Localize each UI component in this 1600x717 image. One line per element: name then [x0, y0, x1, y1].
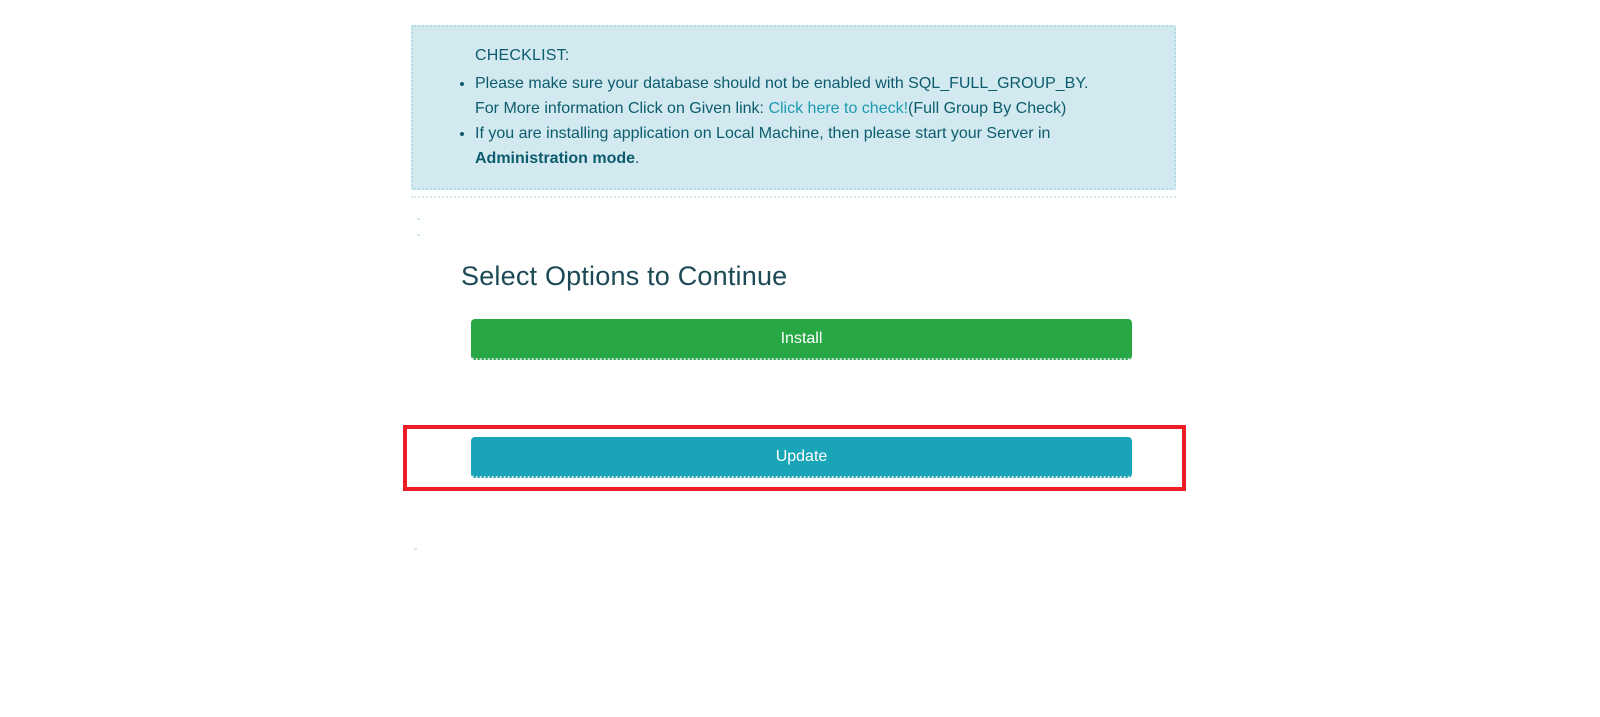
checklist-item-text: .: [635, 150, 640, 167]
dotted-border-artifact: [417, 234, 420, 236]
install-button[interactable]: Install: [471, 319, 1132, 360]
update-button[interactable]: Update: [471, 437, 1132, 478]
checklist-title: CHECKLIST:: [475, 47, 570, 64]
checklist-item-text: If you are installing application on Local Machine, then please start your Server in: [475, 125, 1051, 142]
checklist-item-admin-mode: [475, 121, 1150, 171]
checklist-item-sql-full-group-by: [475, 71, 1150, 121]
dotted-border-artifact: [417, 218, 420, 220]
checklist-item-text: (Full Group By Check): [908, 100, 1067, 117]
collapsed-alert-dotted-border: [411, 196, 1176, 198]
checklist-item-text: For More information Click on Given link:: [475, 100, 769, 117]
checklist-list: [459, 71, 1150, 171]
administration-mode-bold-text: Administration mode: [475, 150, 636, 167]
full-group-by-check-link[interactable]: Click here to check!: [768, 100, 909, 117]
checklist-item-text: Please make sure your database should not be enabled with SQL_FULL_GROUP_BY.: [475, 75, 1089, 92]
page-title: Select Options to Continue: [461, 261, 788, 291]
dotted-border-artifact: [414, 548, 417, 550]
checklist-alert: [411, 25, 1176, 190]
